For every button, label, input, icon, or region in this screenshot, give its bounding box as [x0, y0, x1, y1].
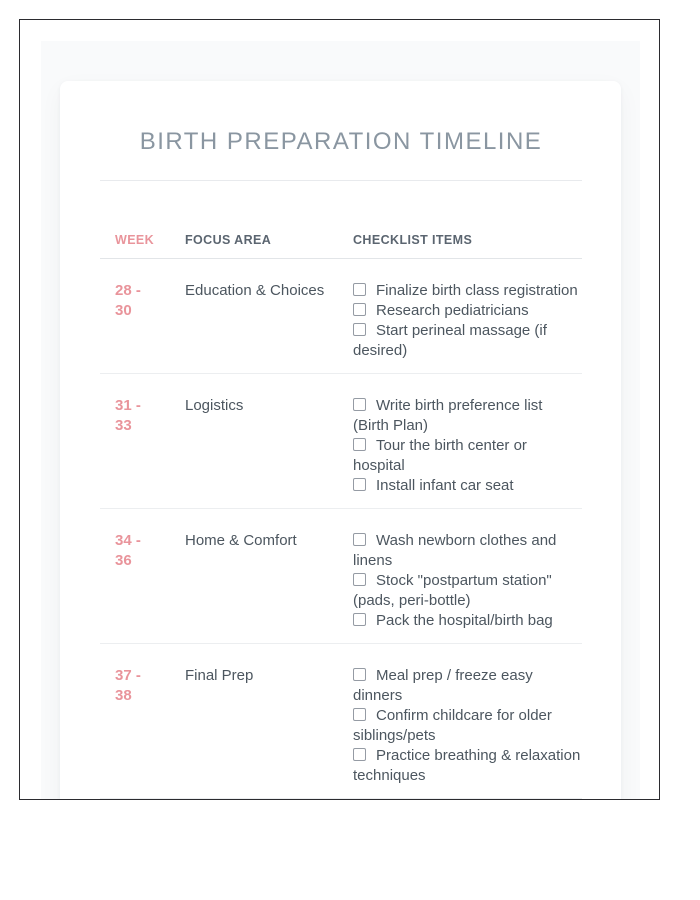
focus-area-cell: Home & Comfort [185, 532, 297, 549]
checkbox-unchecked-icon[interactable] [353, 323, 366, 336]
checkbox-unchecked-icon[interactable] [353, 748, 366, 761]
checklist-item [353, 666, 582, 706]
document-page-frame [19, 19, 660, 800]
checklist-item [353, 531, 582, 571]
checklist-item-label: Research pediatricians [376, 302, 529, 319]
checklist-item [353, 396, 582, 436]
checklist-item-label: Stock "postpartum station" (pads, peri-bottle) [353, 572, 552, 609]
table-row [100, 259, 582, 374]
column-header-checklist-items: CHECKLIST ITEMS [353, 233, 473, 247]
checklist-item-label: Confirm childcare for older siblings/pets [353, 707, 552, 744]
checkbox-unchecked-icon[interactable] [353, 708, 366, 721]
checkbox-unchecked-icon[interactable] [353, 613, 366, 626]
checklist-item [353, 746, 582, 786]
page-title: BIRTH PREPARATION TIMELINE [139, 128, 543, 155]
checkbox-unchecked-icon[interactable] [353, 533, 366, 546]
checklist-item [353, 436, 582, 476]
checklist-item [353, 571, 582, 611]
checklist-item-label: Finalize birth class registration [376, 282, 578, 299]
checkbox-unchecked-icon[interactable] [353, 668, 366, 681]
page-background-panel [41, 41, 640, 799]
week-cell: 31 - 33 [115, 397, 141, 434]
checklist-item [353, 301, 582, 321]
checklist-item-label: Start perineal massage (if desired) [353, 322, 547, 359]
focus-area-cell: Logistics [185, 397, 244, 414]
checkbox-unchecked-icon[interactable] [353, 303, 366, 316]
checklist-item-label: Practice breathing & relaxation techniques [353, 747, 581, 784]
week-cell: 37 - 38 [115, 667, 141, 704]
checklist-item-label: Tour the birth center or hospital [353, 437, 527, 474]
checklist-item [353, 706, 582, 746]
table-body [100, 259, 582, 799]
checklist-cell [353, 531, 582, 631]
checklist-item [353, 611, 582, 631]
column-header-focus-area: FOCUS AREA [185, 233, 272, 247]
checkbox-unchecked-icon[interactable] [353, 573, 366, 586]
table-row [100, 644, 582, 799]
week-cell: 34 - 36 [115, 532, 141, 569]
checklist-item [353, 321, 582, 361]
checklist-item-label: Pack the hospital/birth bag [376, 612, 553, 629]
checklist-cell [353, 281, 582, 361]
focus-area-cell: Education & Choices [185, 282, 325, 299]
column-header-week: WEEK [115, 233, 155, 247]
checklist-item-label: Wash newborn clothes and linens [353, 532, 557, 569]
table-row [100, 374, 582, 509]
table-header-row [100, 181, 582, 259]
checklist-item-label: Install infant car seat [376, 477, 514, 494]
checkbox-unchecked-icon[interactable] [353, 438, 366, 451]
checklist-item-label: Meal prep / freeze easy dinners [353, 667, 533, 704]
table-row [100, 509, 582, 644]
week-cell: 28 - 30 [115, 282, 141, 319]
checklist-item [353, 281, 582, 301]
checklist-item [353, 476, 582, 496]
checklist-cell [353, 396, 582, 496]
checkbox-unchecked-icon[interactable] [353, 398, 366, 411]
timeline-card [60, 81, 621, 799]
checklist-item-label: Write birth preference list (Birth Plan) [353, 397, 543, 434]
checkbox-unchecked-icon[interactable] [353, 283, 366, 296]
focus-area-cell: Final Prep [185, 667, 254, 684]
checklist-cell [353, 666, 582, 786]
checkbox-unchecked-icon[interactable] [353, 478, 366, 491]
